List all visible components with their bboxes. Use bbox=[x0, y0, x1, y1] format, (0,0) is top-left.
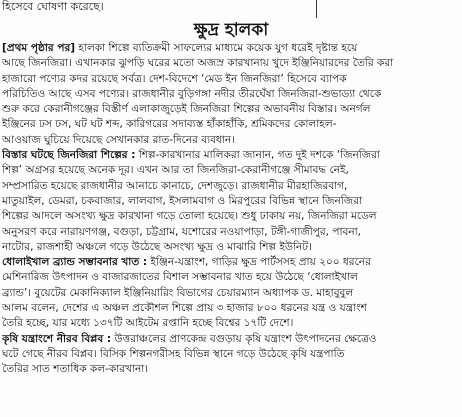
article-paragraph bbox=[2, 255, 458, 331]
paragraph-line: তৈরি হচ্ছে, যার মধ্যে ১৩৭টি আইটেম রপ্তানি হচ্ছে বিশ্বের ১৭টি দেশে। bbox=[2, 317, 294, 330]
section-subheading: কৃষি যন্ত্রাংশে নীরব বিপ্লব : bbox=[2, 332, 112, 345]
paragraph-line: শিল্পের আদলে অসংখ্য ক্ষুদ্র কারখানা গড়ে তোলা হয়েছে। শুধু ঢাকায় নয়, জিনজিরা মডেল bbox=[2, 210, 377, 223]
paragraph-line: ইঞ্জিন-যন্ত্রাংশ, গাড়ির ক্ষুদ্র পার্টসসহ প্রায় ২০০ ধরনের bbox=[147, 256, 371, 269]
paragraph-line: শিল্প-কারখানার মালিকরা জানান, গত দুই দশকে ‘জিনজিরা bbox=[135, 149, 380, 162]
article-paragraph bbox=[2, 148, 458, 255]
paragraph-line: সম্প্রসারিত হয়েছে রাজধানীর আনাচে কানাচে, দেশজুড়ে। রাজধানীর মীরহাজিরবাগ, bbox=[2, 179, 348, 192]
paragraph-line: শুরু করে কেরানীগঞ্জের বিস্তীর্ণ এলাকাজুড়েই জিনজিরা শিল্পের অভাবনীয় বিস্তার। অনর্গল bbox=[2, 103, 371, 116]
article-paragraph bbox=[2, 41, 458, 148]
paragraph-line: পরিচিতিও আছে এসব পণ্যের। রাজধানীর বুড়িগঙ্গা নদীর তীরঘেঁষা জিনজিরা-শুভাড্যা থেকে bbox=[2, 87, 382, 100]
paragraph-line: শিল্প’ অগ্রসর হয়েছে অনেক দূর। এখন আর তা জিনজিরা-কেরানীগঞ্জে সীমাবদ্ধ নেই, bbox=[2, 164, 349, 177]
paragraph-line: উত্তরাঞ্চলের প্রাণকেন্দ্র বগুড়ায় কৃষি যন্ত্রাংশ উৎপাদনের ক্ষেত্রেও bbox=[111, 332, 377, 345]
paragraph-line: নাটোর, রাজশাহী অঞ্চলে গড়ে উঠেছে অসংখ্য ক্ষুদ্র ও মাঝারি শিল্প ইউনিট। bbox=[2, 240, 312, 253]
paragraph-line: মেশিনারিজ উৎপাদন ও বাজারজাতের বিশাল সম্ভাবনার খাত হয়ে উঠেছে ‘ধোলাইখাল bbox=[2, 271, 358, 284]
previous-article-ending: হিসেবে ঘোষণা করেছে। bbox=[2, 0, 104, 13]
article-body bbox=[2, 41, 458, 378]
paragraph-line: হালকা শিল্পে ব্যতিক্রমী সাফল্যের মাধ্যমে কয়েক যুগ ধরেই দৃষ্টান্ত হয়ে bbox=[75, 42, 358, 54]
column-divider bbox=[316, 0, 317, 18]
continuation-marker: [প্রথম পৃষ্ঠার পর] bbox=[2, 42, 76, 54]
paragraph-line: আওয়াজ ঘুচিয়ে দিয়েছে সেখানকার রাত-দিনের ব্যবধান। bbox=[2, 133, 235, 146]
paragraph-line: ব্র্যান্ড’। বুয়েটের মেকানিক্যাল ইঞ্জিনিয়ারিং বিভাগের চেয়ারম্যান অধ্যাপক ড. মাহাবুবুল bbox=[2, 286, 354, 299]
paragraph-line: আছে জিনজিরা। এখানকার ঝুপড়ি ঘরের মতো অজস্র কারখানায় খুদে ইঞ্জিনিয়ারদের তৈরি করা bbox=[2, 57, 394, 70]
paragraph-line: আলম বলেন, দেশের এ অঞ্চল প্রকৌশল শিল্পে প্রায় ৩ হাজার ৮০০ ধরনের যন্ত্র ও যন্ত্রাংশ bbox=[2, 302, 367, 315]
article-paragraph bbox=[2, 332, 458, 378]
section-subheading: বিস্তার ঘটছে জিনজিরা শিল্পের : bbox=[2, 149, 136, 162]
paragraph-line: তৈরির সাত শতাধিক কল-কারখানা। bbox=[2, 363, 149, 376]
paragraph-line: হাজারো পণ্যের কদর রয়েছে সর্বত্র। দেশ-বিদেশে ‘মেড ইন জিনজিরা’ হিসেবে ব্যাপক bbox=[2, 72, 347, 85]
paragraph-line: ঘটে গেছে নীরব বিপ্লব। বিসিক শিল্পনগরীসহ বিভিন্ন স্থানে গড়ে উঠেছে কৃষি যন্ত্রপাতি bbox=[2, 347, 345, 360]
article-headline: ক্ষুদ্র হালকা bbox=[193, 20, 269, 40]
paragraph-line: অনুসরণ করে নারায়ণগঞ্জ, বগুড়া, চট্টগ্রাম, যশোরের নওয়াপাড়া, টঙ্গী-গাজীপুর, পাবনা, bbox=[2, 225, 362, 238]
paragraph-line: ইঞ্জিনের ঢস ঢস, ঘট ঘট শব্দ, কারিগরের সদাব্যস্ত হাঁকাহাঁকি, শ্রমিকদের কোলাহল- bbox=[2, 118, 337, 131]
section-subheading: ধোলাইখাল ব্র্যান্ড সম্ভাবনার খাত : bbox=[2, 256, 148, 269]
paragraph-line: মাতুয়াইল, ডেমরা, চকবাজার, লালবাগ, ইসলামবাগ ও মিরপুরের বিভিন্ন স্থানে জিনজিরা bbox=[2, 194, 363, 207]
